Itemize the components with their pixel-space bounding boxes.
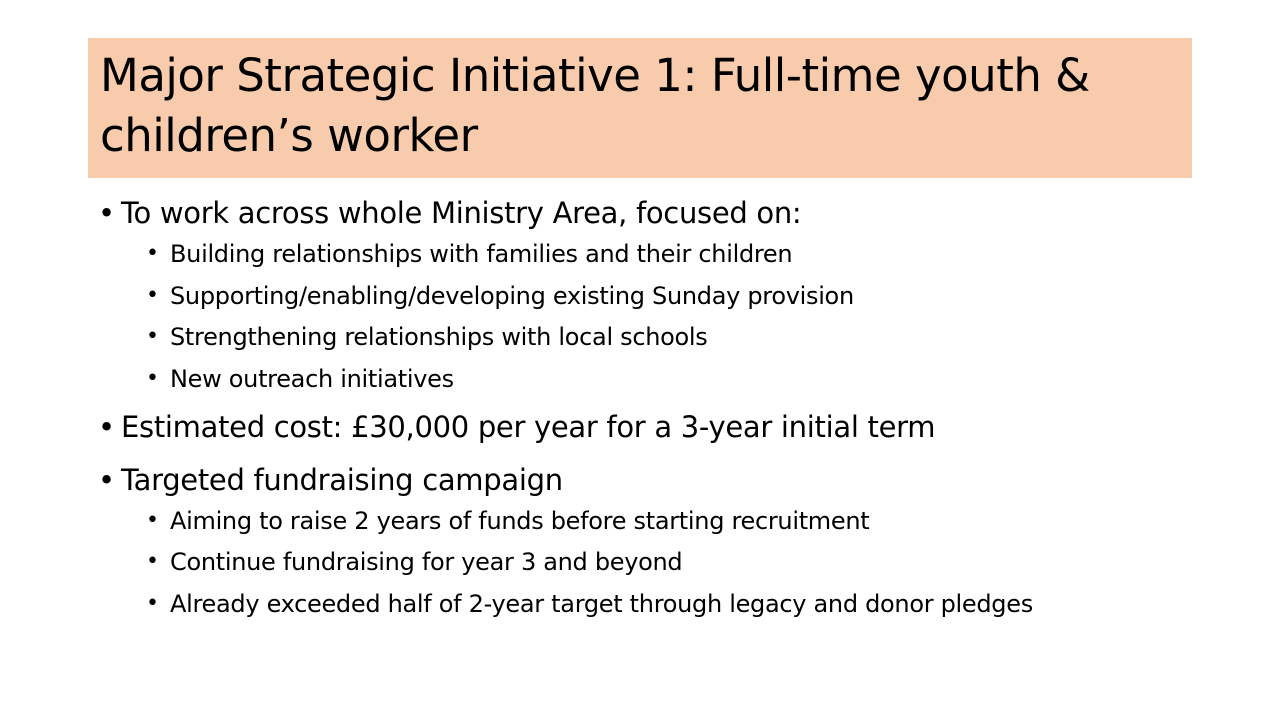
bullet-text: To work across whole Ministry Area, focused on: xyxy=(121,196,802,230)
bullet-dot-icon: • xyxy=(146,324,159,349)
sub-bullet xyxy=(98,239,1188,269)
sub-bullet xyxy=(98,322,1188,352)
sub-bullet-text: New outreach initiatives xyxy=(170,364,454,393)
bullet-dot-icon: • xyxy=(146,282,159,308)
bullet-dot-icon: • xyxy=(98,196,115,230)
bullet-dot-icon: • xyxy=(146,241,159,266)
bullet-dot-icon: • xyxy=(146,507,159,533)
bullet-text: Estimated cost: £30,000 per year for a 3-year initial term xyxy=(121,409,936,444)
slide-body xyxy=(98,195,1188,619)
bullet-text: Targeted fundraising campaign xyxy=(121,462,563,497)
sub-bullet-text: Supporting/enabling/developing existing Sunday provision xyxy=(170,281,854,310)
bullet-dot-icon: • xyxy=(98,409,115,444)
bullet-dot-icon: • xyxy=(98,462,115,497)
sub-bullet xyxy=(98,506,1188,536)
sub-bullet-text: Strengthening relationships with local schools xyxy=(170,323,708,351)
bullet-dot-icon: • xyxy=(146,365,159,391)
sub-bullet-text: Already exceeded half of 2-year target through legacy and donor pledges xyxy=(170,589,1033,618)
sub-bullet xyxy=(98,589,1188,619)
sub-bullet xyxy=(98,364,1188,394)
bullet-work-across xyxy=(98,195,1188,231)
bullet-estimated-cost xyxy=(98,409,1188,445)
sub-bullet-text: Building relationships with families and their children xyxy=(170,240,793,268)
sub-list-fundraising xyxy=(98,506,1188,619)
bullet-dot-icon: • xyxy=(146,590,159,616)
sub-list-focus xyxy=(98,239,1188,394)
sub-bullet xyxy=(98,547,1188,577)
bullet-fundraising-campaign xyxy=(98,462,1188,498)
title-box xyxy=(88,38,1192,178)
bullet-dot-icon: • xyxy=(146,549,159,574)
sub-bullet-text: Aiming to raise 2 years of funds before starting recruitment xyxy=(170,506,870,535)
sub-bullet-text: Continue fundraising for year 3 and beyond xyxy=(170,548,683,576)
sub-bullet xyxy=(98,281,1188,311)
slide-title: Major Strategic Initiative 1: Full-time youth & children’s worker xyxy=(100,49,1090,162)
